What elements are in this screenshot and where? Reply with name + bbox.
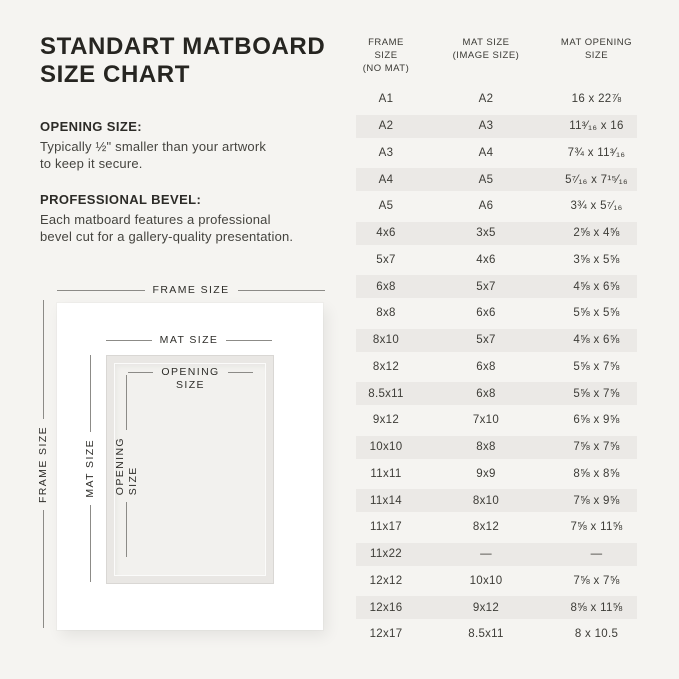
table-row bbox=[356, 247, 637, 274]
frame-size-cell: 11x22 bbox=[370, 548, 402, 561]
mat-size-cell: 6x6 bbox=[476, 307, 496, 320]
table-header-row bbox=[356, 36, 637, 74]
frame-size-cell: A2 bbox=[378, 120, 394, 133]
table-row bbox=[356, 193, 637, 220]
frame-size-cell: 12x17 bbox=[369, 628, 403, 641]
leader-line bbox=[126, 375, 127, 430]
opening-size-description-line1: Typically ½" smaller than your artwork bbox=[40, 139, 267, 154]
table-row bbox=[356, 487, 637, 514]
professional-bevel-description-line1: Each matboard features a professional bbox=[40, 212, 271, 227]
opening-size-side-label-line2: SIZE bbox=[126, 466, 139, 496]
table-row bbox=[356, 407, 637, 434]
mat-opening-cell: 8⅝ x 8⅝ bbox=[573, 467, 620, 480]
column-header-mat-opening bbox=[556, 36, 637, 63]
mat-opening-cell: 7¾ x 11³⁄₁₆ bbox=[567, 146, 626, 159]
table-row bbox=[356, 273, 637, 300]
table-row bbox=[356, 166, 637, 193]
mat-opening-cell: 6⅝ x 9⅝ bbox=[573, 414, 620, 427]
mat-size-cell: 5x7 bbox=[476, 280, 496, 293]
mat-size-cell: 10x10 bbox=[469, 574, 503, 587]
mat-size-cell: 7x10 bbox=[472, 414, 500, 427]
table-row bbox=[356, 514, 637, 541]
frame-size-cell: 11x17 bbox=[370, 521, 402, 534]
frame-size-cell: 8.5x11 bbox=[368, 387, 404, 400]
size-table bbox=[356, 36, 637, 648]
frame-size-cell: 6x8 bbox=[376, 280, 396, 293]
frame-size-cell: 11x14 bbox=[370, 494, 402, 507]
frame-size-label-text: FRAME SIZE bbox=[152, 284, 230, 296]
leader-line bbox=[226, 340, 272, 341]
mat-opening-cell: 5⅝ x 7⅝ bbox=[573, 387, 620, 400]
column-header-mat-opening-line2: SIZE bbox=[584, 50, 609, 61]
mat-size-label-text: MAT SIZE bbox=[159, 334, 219, 346]
table-row bbox=[356, 140, 637, 167]
column-header-frame-size bbox=[356, 36, 416, 74]
mat-opening-cell: 4⅝ x 6⅝ bbox=[573, 280, 620, 293]
mat-opening-cell: 3¾ x 5⁷⁄₁₆ bbox=[570, 200, 623, 213]
frame-size-cell: 4x6 bbox=[376, 227, 396, 240]
mat-opening-cell: 5⅝ x 7⅝ bbox=[573, 360, 620, 373]
mat-opening-cell: 11³⁄₁₆ x 16 bbox=[569, 120, 624, 133]
mat-size-cell: 8x12 bbox=[472, 521, 500, 534]
column-header-mat-opening-line1: MAT OPENING bbox=[560, 37, 633, 48]
table-row bbox=[356, 327, 637, 354]
leader-line bbox=[43, 300, 44, 419]
table-rows bbox=[356, 86, 637, 648]
table-row bbox=[356, 380, 637, 407]
table-row bbox=[356, 300, 637, 327]
mat-size-cell: 6x8 bbox=[476, 387, 496, 400]
mat-size-cell: — bbox=[480, 548, 492, 561]
table-row bbox=[356, 354, 637, 381]
mat-opening-cell: 5⅝ x 5⅝ bbox=[573, 307, 620, 320]
mat-size-cell: A2 bbox=[478, 93, 494, 106]
opening-size-heading: OPENING SIZE: bbox=[40, 119, 142, 134]
mat-opening-cell: 8 x 10.5 bbox=[574, 628, 619, 641]
mat-opening-cell: 7⅝ x 9⅝ bbox=[573, 494, 620, 507]
mat-size-side-label-text: MAT SIZE bbox=[84, 439, 96, 498]
mat-opening-cell: 5⁷⁄₁₆ x 7¹⁵⁄₁₆ bbox=[565, 173, 628, 186]
mat-opening-cell: 7⅝ x 11⅝ bbox=[570, 521, 623, 534]
table-row bbox=[356, 541, 637, 568]
frame-size-cell: 11x11 bbox=[370, 467, 402, 480]
frame-size-cell: 10x10 bbox=[369, 441, 403, 454]
mat-size-cell: 8x8 bbox=[476, 441, 496, 454]
opening-size-side-label bbox=[113, 375, 139, 557]
leader-line bbox=[228, 372, 253, 373]
frame-size-cell: A4 bbox=[378, 173, 394, 186]
frame-size-cell: 8x8 bbox=[376, 307, 396, 320]
leader-line bbox=[57, 290, 145, 291]
column-header-mat-size-line1: MAT SIZE bbox=[462, 37, 510, 48]
table-row bbox=[356, 594, 637, 621]
column-header-mat-size-line2: (IMAGE SIZE) bbox=[452, 50, 520, 61]
mat-size-top-label bbox=[106, 334, 272, 346]
mat-opening-cell: 7⅝ x 7⅝ bbox=[573, 574, 620, 587]
mat-opening-cell: 4⅝ x 6⅝ bbox=[573, 334, 620, 347]
leader-line bbox=[238, 290, 326, 291]
table-row bbox=[356, 568, 637, 595]
table-row bbox=[356, 113, 637, 140]
professional-bevel-description bbox=[40, 211, 340, 245]
mat-opening-cell: 16 x 22⅞ bbox=[571, 93, 622, 106]
mat-opening-cell: 7⅝ x 7⅝ bbox=[573, 441, 620, 454]
leader-line bbox=[90, 505, 91, 582]
mat-size-cell: 8.5x11 bbox=[468, 628, 504, 641]
mat-size-cell: 4x6 bbox=[476, 253, 496, 266]
frame-size-cell: 8x10 bbox=[372, 334, 400, 347]
mat-size-cell: 6x8 bbox=[476, 360, 496, 373]
opening-size-section bbox=[40, 119, 340, 172]
mat-size-cell: A6 bbox=[478, 200, 494, 213]
professional-bevel-description-line2: bevel cut for a gallery-quality presentation. bbox=[40, 229, 294, 244]
leader-line bbox=[128, 372, 153, 373]
column-header-mat-size bbox=[416, 36, 556, 63]
opening-size-top-label-line2: SIZE bbox=[176, 379, 205, 391]
frame-size-side-label-text: FRAME SIZE bbox=[37, 425, 49, 503]
frame-size-cell: A5 bbox=[378, 200, 394, 213]
leader-line bbox=[106, 340, 152, 341]
mat-size-cell: A5 bbox=[478, 173, 494, 186]
frame-size-cell: 12x16 bbox=[369, 601, 403, 614]
column-header-frame-size-line2: (NO MAT) bbox=[362, 63, 410, 74]
mat-opening-cell: 8⅝ x 11⅝ bbox=[570, 601, 623, 614]
opening-size-side-label-line1: OPENING bbox=[113, 436, 126, 496]
frame-size-top-label bbox=[57, 284, 325, 296]
opening-size-description-line2: to keep it secure. bbox=[40, 156, 143, 171]
opening-label-text: OPENING bbox=[161, 366, 220, 378]
frame-size-cell: A3 bbox=[378, 146, 394, 159]
page-title-line2: SIZE CHART bbox=[40, 61, 190, 88]
mat-size-cell: A4 bbox=[478, 146, 494, 159]
page-title bbox=[40, 33, 340, 89]
leader-line bbox=[126, 502, 127, 557]
table-row bbox=[356, 621, 637, 648]
frame-size-cell: 12x12 bbox=[369, 574, 403, 587]
table-row bbox=[356, 220, 637, 247]
table-row bbox=[356, 434, 637, 461]
mat-size-side-label bbox=[83, 355, 97, 582]
mat-size-cell: A3 bbox=[478, 120, 494, 133]
page-title-line1: STANDART MATBOARD bbox=[40, 33, 326, 60]
mat-size-cell: 3x5 bbox=[476, 227, 496, 240]
leader-line bbox=[90, 355, 91, 432]
mat-opening-cell: 2⅝ x 4⅝ bbox=[573, 227, 620, 240]
opening-size-top-label bbox=[128, 366, 253, 378]
professional-bevel-heading: PROFESSIONAL BEVEL: bbox=[40, 192, 202, 207]
mat-size-cell: 8x10 bbox=[472, 494, 500, 507]
table-row bbox=[356, 86, 637, 113]
frame-size-cell: 5x7 bbox=[376, 253, 396, 266]
professional-bevel-section bbox=[40, 192, 340, 245]
leader-line bbox=[43, 510, 44, 629]
table-row bbox=[356, 461, 637, 488]
frame-size-cell: A1 bbox=[378, 93, 394, 106]
column-header-frame-size-line1: FRAME SIZE bbox=[368, 37, 404, 61]
mat-opening-cell: 3⅝ x 5⅝ bbox=[573, 253, 620, 266]
mat-size-cell: 9x12 bbox=[472, 601, 500, 614]
opening-size-side-label-text bbox=[114, 437, 139, 495]
frame-size-cell: 8x12 bbox=[372, 360, 400, 373]
frame-size-side-label bbox=[36, 300, 50, 628]
opening-size-description bbox=[40, 138, 340, 172]
mat-size-cell: 9x9 bbox=[476, 467, 496, 480]
mat-opening-cell: — bbox=[590, 548, 603, 561]
frame-size-cell: 9x12 bbox=[372, 414, 400, 427]
mat-size-cell: 5x7 bbox=[476, 334, 496, 347]
